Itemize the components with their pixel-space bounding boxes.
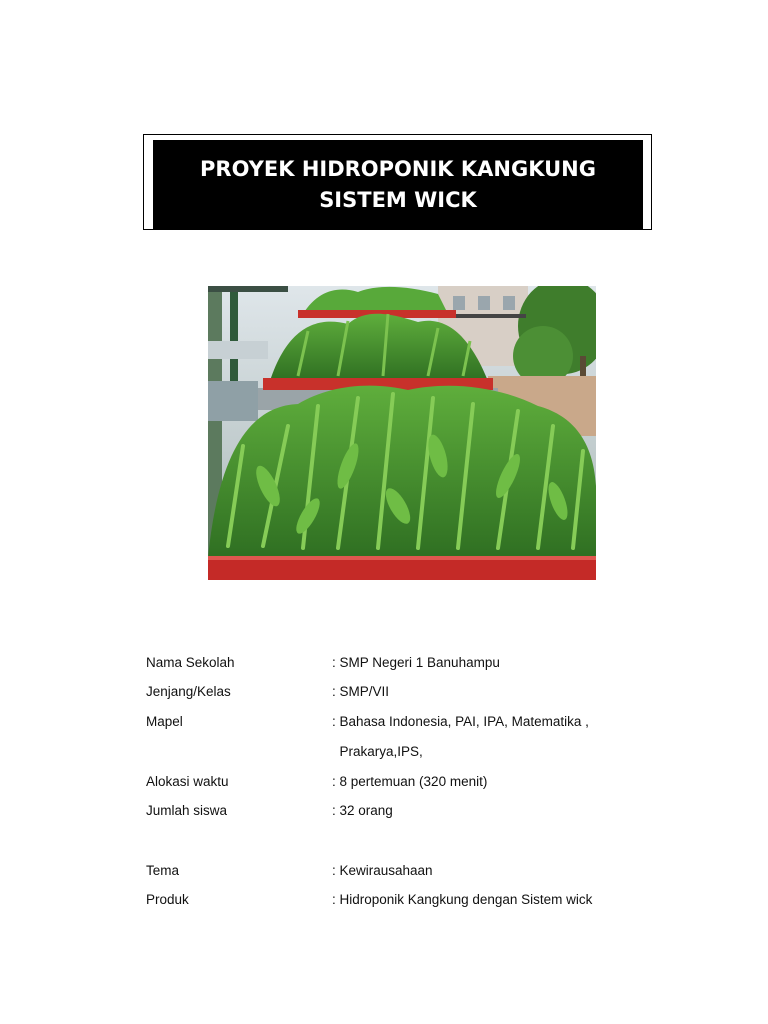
info-label: Jumlah siswa <box>146 803 228 818</box>
title-line-1: PROYEK HIDROPONIK KANGKUNG <box>200 157 596 181</box>
hydroponic-illustration <box>208 286 596 580</box>
info-value: : 32 orang <box>332 803 393 818</box>
info-value: : Bahasa Indonesia, PAI, IPA, Matematika , <box>332 714 589 729</box>
info-value: : Hidroponik Kangkung dengan Sistem wick <box>332 892 593 907</box>
info-value: : 8 pertemuan (320 menit) <box>332 774 488 789</box>
info-label: Alokasi waktu <box>146 774 229 789</box>
info-label: Produk <box>146 892 189 907</box>
info-value: : SMP/VII <box>332 684 390 699</box>
info-label: Nama Sekolah <box>146 655 235 670</box>
info-value: : SMP Negeri 1 Banuhampu <box>332 655 500 670</box>
title-box <box>153 140 643 230</box>
title-frame <box>143 134 652 230</box>
hydroponic-photo <box>208 286 596 580</box>
info-value: : Kewirausahaan <box>332 863 433 878</box>
info-label: Mapel <box>146 714 183 729</box>
info-label: Tema <box>146 863 180 878</box>
info-value: Prakarya,IPS, <box>332 744 423 759</box>
title-line-2: SISTEM WICK <box>319 188 477 212</box>
info-label: Jenjang/Kelas <box>146 684 231 699</box>
